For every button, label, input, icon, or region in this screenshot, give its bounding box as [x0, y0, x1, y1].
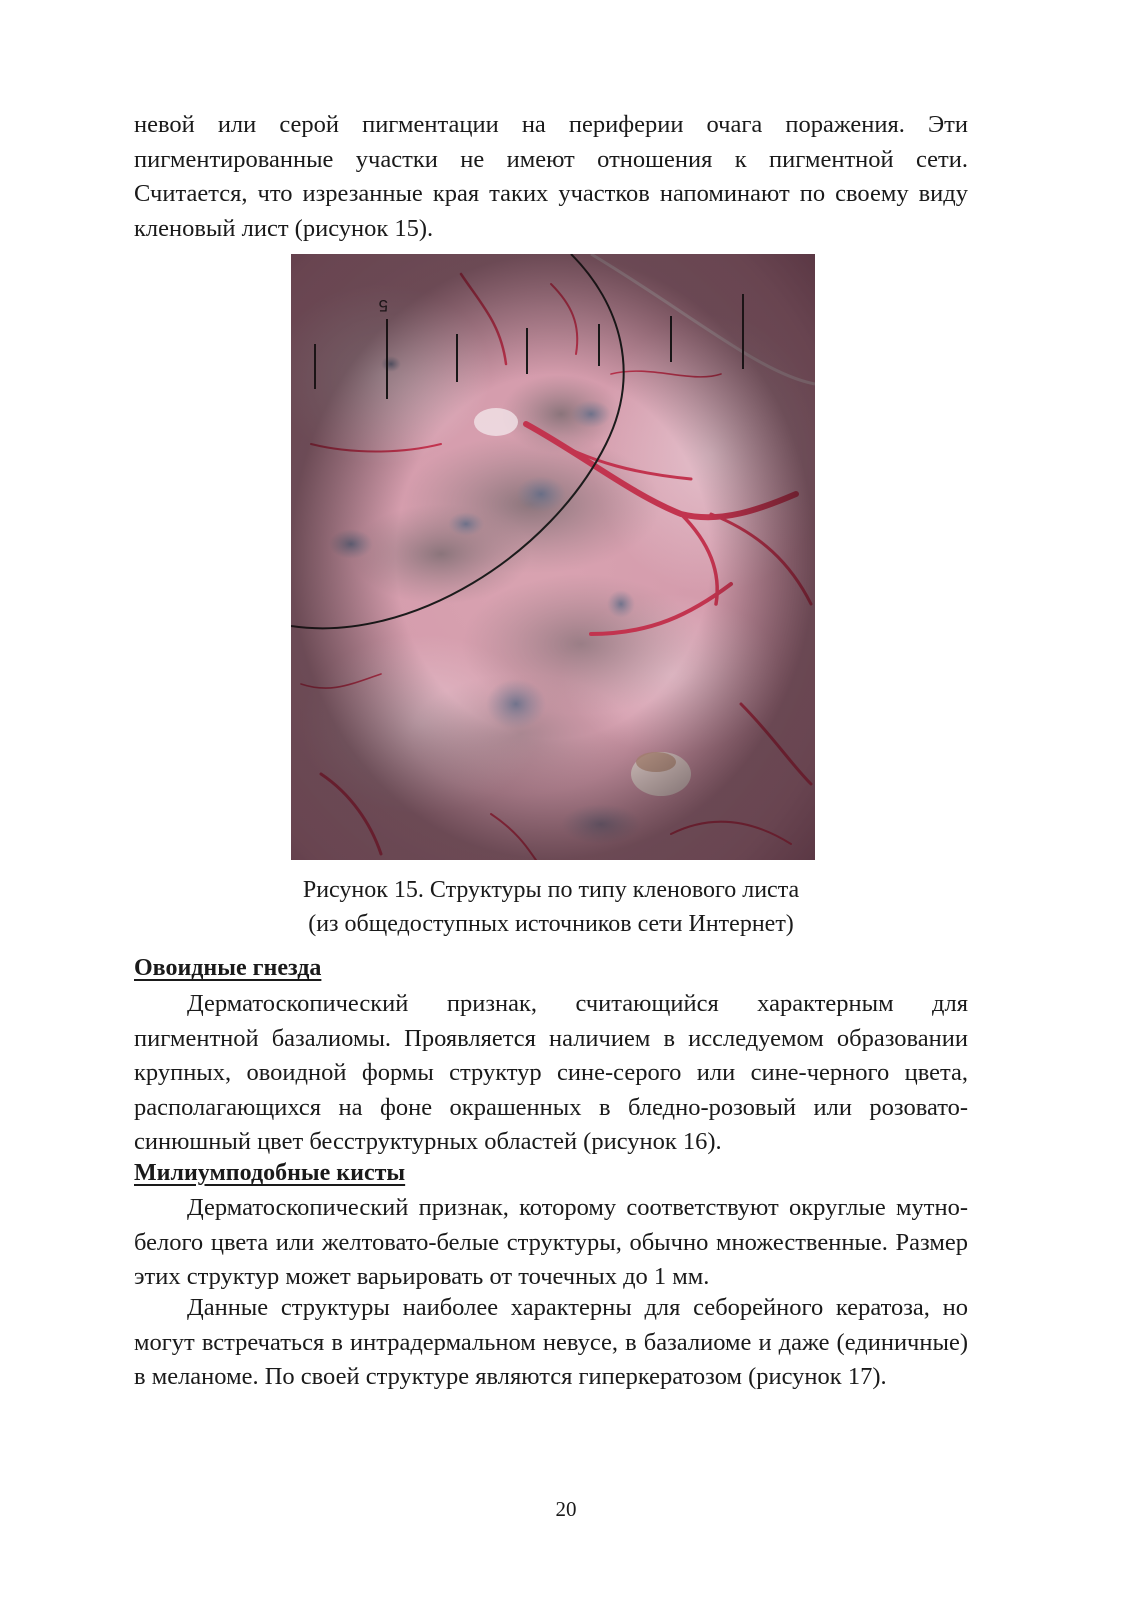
heading-ovoid-nests: Овоидные гнезда [134, 955, 322, 981]
page-number: 20 [555, 1497, 577, 1521]
figure-caption [134, 873, 968, 941]
paragraph-milia-cysts: Дерматоскопический признак, которому соответствуют округлые мутно-белого цвета или желтовато-белые структуры, обычно множественные. Размер этих структур может варьировать от точечных до 1 мм. [134, 1194, 968, 1290]
paragraph-milia-cysts-2: Данные структуры наиболее характерны для себорейного кератоза, но могут встречаться в интрадермальном невусе, в базалиоме и даже (единичные) в меланоме. По своей структуре являются гиперкератозом (рисунок 17). [134, 1294, 968, 1390]
figure-caption-line1: Рисунок 15. Структуры по типу кленового листа [302, 877, 800, 903]
paragraph-intro: невой или серой пигментации на периферии очага поражения. Эти пигментированные участки не имеют отношения к пигментной сети. Считается, что изрезанные края таких участков напоминают по своему виду кленовый лист (рисунок 15). [134, 111, 968, 242]
dermatoscopy-image [291, 254, 815, 860]
heading-milia-cysts: Милиумподобные кисты [134, 1160, 406, 1186]
figure-caption-line2: (из общедоступных источников сети Интернет) [308, 911, 794, 937]
paragraph-ovoid-nests: Дерматоскопический признак, считающийся характерным для пигментной базалиомы. Проявляется наличием в исследуемом образовании крупных, овоидной формы структур сине-серого или сине-черного цвета, располагающихся на фоне окрашенных в бледно-розовый или розовато-синюшный цвет бесструктурных областей (рисунок 16). [134, 990, 968, 1155]
